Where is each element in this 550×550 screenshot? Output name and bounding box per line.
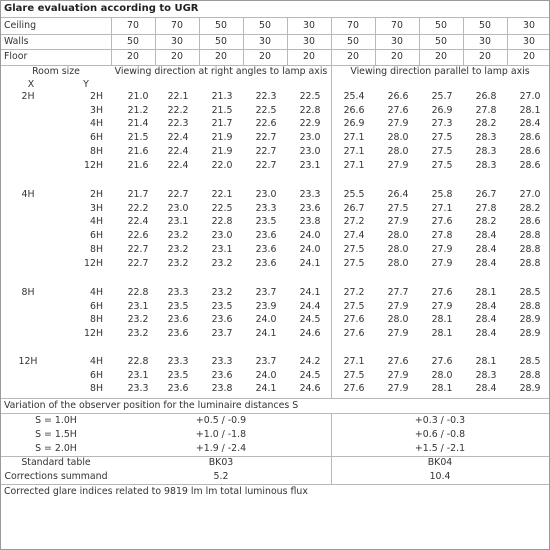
room-y-value: 6H <box>89 230 103 241</box>
variation-row-3 <box>1 443 549 457</box>
ugr-value-parallel: 27.9 <box>431 258 453 269</box>
ugr-value-right: 22.5 <box>299 91 321 102</box>
ugr-value-parallel: 27.0 <box>519 91 541 102</box>
ugr-value-parallel: 26.9 <box>431 105 453 116</box>
ugr-value-right: 22.6 <box>255 118 277 129</box>
ugr-value-right: 23.5 <box>211 301 233 312</box>
ugr-value-parallel: 27.5 <box>431 132 453 143</box>
ugr-value-right: 23.1 <box>299 160 321 171</box>
ugr-value-right: 22.4 <box>167 160 189 171</box>
ugr-value-parallel: 28.4 <box>475 314 497 325</box>
ugr-value-right: 21.0 <box>127 91 149 102</box>
ugr-value-right: 22.8 <box>211 216 233 227</box>
ugr-value-parallel: 28.4 <box>475 230 497 241</box>
ugr-value-right: 23.0 <box>211 230 233 241</box>
reflectance-value: 20 <box>127 51 139 62</box>
reflectance-value: 50 <box>215 20 227 31</box>
ugr-value-right: 22.0 <box>211 160 233 171</box>
ugr-value-right: 22.7 <box>255 132 277 143</box>
ugr-value-parallel: 27.5 <box>387 203 409 214</box>
ugr-value-right: 21.5 <box>127 132 149 143</box>
ugr-value-right: 22.2 <box>127 203 149 214</box>
y-label: Y <box>83 79 89 90</box>
variation-1-parallel: +0.3 / -0.3 <box>414 415 466 426</box>
ugr-value-parallel: 28.2 <box>475 216 497 227</box>
ugr-value-parallel: 25.8 <box>431 189 453 200</box>
ugr-value-parallel: 28.0 <box>431 370 453 381</box>
ugr-value-right: 23.1 <box>211 244 233 255</box>
ugr-value-right: 23.7 <box>255 356 277 367</box>
variation-1-right: +0.5 / -0.9 <box>195 415 247 426</box>
ugr-value-right: 23.6 <box>255 244 277 255</box>
room-y-value: 4H <box>89 216 103 227</box>
room-x-value: 4H <box>21 189 35 200</box>
ugr-value-parallel: 27.6 <box>387 105 409 116</box>
ugr-value-parallel: 27.9 <box>387 216 409 227</box>
room-x-value: 12H <box>18 356 38 367</box>
ugr-value-parallel: 27.5 <box>431 146 453 157</box>
ugr-value-parallel: 28.8 <box>519 301 541 312</box>
room-y-value: 2H <box>89 189 103 200</box>
ugr-value-right: 24.5 <box>299 370 321 381</box>
x-label: X <box>27 79 35 90</box>
ugr-value-parallel: 28.1 <box>431 328 453 339</box>
title-row <box>1 1 549 18</box>
ugr-value-parallel: 27.6 <box>387 356 409 367</box>
room-y-value: 4H <box>89 356 103 367</box>
ugr-value-right: 24.0 <box>255 314 277 325</box>
variation-3-right: +1.9 / -2.4 <box>195 443 247 454</box>
ugr-value-parallel: 28.1 <box>519 105 541 116</box>
ugr-value-parallel: 28.4 <box>475 301 497 312</box>
ugr-value-right: 22.9 <box>299 118 321 129</box>
ugr-value-parallel: 28.9 <box>519 328 541 339</box>
table-title: Glare evaluation according to UGR <box>4 3 199 14</box>
ugr-value-right: 22.5 <box>255 105 277 116</box>
variation-2-right: +1.0 / -1.8 <box>195 429 247 440</box>
reflectance-value: 50 <box>127 36 139 47</box>
reflectance-value: 30 <box>523 20 535 31</box>
corrections-parallel: 10.4 <box>429 471 451 482</box>
ugr-value-parallel: 27.6 <box>343 383 365 394</box>
reflectance-value: 20 <box>303 51 315 62</box>
ugr-value-parallel: 28.8 <box>519 258 541 269</box>
ugr-value-parallel: 28.3 <box>475 370 497 381</box>
ugr-value-right: 23.6 <box>255 230 277 241</box>
ugr-value-parallel: 28.6 <box>519 216 541 227</box>
ugr-value-parallel: 27.6 <box>343 314 365 325</box>
variation-row-1 <box>1 414 549 429</box>
room-y-value: 3H <box>89 203 103 214</box>
ugr-value-parallel: 27.2 <box>343 287 365 298</box>
ugr-value-right: 24.0 <box>255 370 277 381</box>
reflectance-value: 30 <box>171 36 183 47</box>
room-y-value: 8H <box>89 383 103 394</box>
reflectance-value: 20 <box>215 51 227 62</box>
variation-1-label: S = 1.0H <box>35 415 77 426</box>
ugr-value-right: 22.8 <box>299 105 321 116</box>
ugr-value-right: 24.1 <box>255 328 277 339</box>
ugr-value-parallel: 28.5 <box>519 287 541 298</box>
ugr-value-parallel: 27.1 <box>343 146 365 157</box>
ugr-value-right: 24.0 <box>299 230 321 241</box>
ugr-value-parallel: 25.4 <box>343 91 365 102</box>
ugr-value-right: 23.2 <box>167 230 189 241</box>
room-y-value: 2H <box>89 91 103 102</box>
ugr-value-parallel: 28.6 <box>519 160 541 171</box>
ceiling-label: Ceiling <box>4 20 37 31</box>
ugr-value-right: 23.8 <box>211 383 233 394</box>
ugr-value-right: 23.6 <box>211 314 233 325</box>
ugr-value-parallel: 28.3 <box>475 146 497 157</box>
variation-label: Variation of the observer position for the luminaire distances S <box>4 400 299 411</box>
walls-label: Walls <box>4 36 29 47</box>
standard-table-label: Standard table <box>21 457 91 468</box>
room-y-value: 4H <box>89 118 103 129</box>
ugr-value-right: 23.3 <box>211 356 233 367</box>
ugr-value-right: 21.7 <box>127 189 149 200</box>
right-angles-label: Viewing direction at right angles to lamp axis <box>114 66 328 77</box>
ugr-value-parallel: 27.1 <box>343 132 365 143</box>
ugr-value-right: 23.3 <box>167 287 189 298</box>
ugr-value-parallel: 28.4 <box>475 258 497 269</box>
ugr-value-right: 22.4 <box>167 132 189 143</box>
ugr-value-parallel: 28.8 <box>519 230 541 241</box>
ugr-value-right: 22.6 <box>127 230 149 241</box>
ugr-value-right: 22.3 <box>167 118 189 129</box>
ugr-value-right: 23.9 <box>255 301 277 312</box>
ugr-value-right: 24.1 <box>299 287 321 298</box>
ugr-value-parallel: 28.3 <box>475 160 497 171</box>
ugr-value-parallel: 27.9 <box>387 301 409 312</box>
ugr-value-right: 24.1 <box>299 258 321 269</box>
parallel-label: Viewing direction parallel to lamp axis <box>350 66 530 77</box>
ugr-value-parallel: 27.5 <box>343 258 365 269</box>
ugr-value-parallel: 27.4 <box>343 230 365 241</box>
ugr-value-parallel: 27.6 <box>431 216 453 227</box>
reflectance-value: 70 <box>171 20 183 31</box>
ugr-value-parallel: 28.5 <box>519 356 541 367</box>
reflectance-value: 50 <box>479 20 491 31</box>
ugr-value-parallel: 27.9 <box>387 118 409 129</box>
ugr-value-parallel: 27.9 <box>431 244 453 255</box>
ugr-value-parallel: 28.0 <box>387 244 409 255</box>
ugr-value-parallel: 26.9 <box>343 118 365 129</box>
ugr-value-right: 24.2 <box>299 356 321 367</box>
ugr-value-right: 22.7 <box>127 244 149 255</box>
ugr-value-right: 22.4 <box>167 146 189 157</box>
ugr-value-parallel: 26.8 <box>475 91 497 102</box>
ugr-value-right: 23.3 <box>299 189 321 200</box>
ugr-value-parallel: 28.0 <box>387 230 409 241</box>
ugr-value-right: 21.7 <box>211 118 233 129</box>
variation-2-label: S = 1.5H <box>35 429 77 440</box>
ugr-value-parallel: 27.5 <box>343 370 365 381</box>
ugr-value-right: 23.2 <box>127 314 149 325</box>
ugr-value-right: 23.1 <box>127 370 149 381</box>
variation-3-label: S = 2.0H <box>35 443 77 454</box>
ugr-value-right: 22.8 <box>127 356 149 367</box>
reflectance-value: 30 <box>523 36 535 47</box>
ugr-value-right: 22.5 <box>211 203 233 214</box>
ugr-value-right: 23.2 <box>167 244 189 255</box>
corrections-label: Corrections summand <box>4 471 108 482</box>
ugr-value-right: 23.3 <box>255 203 277 214</box>
footer-text: Corrected glare indices related to 9819 lm lm total luminous flux <box>4 486 308 497</box>
ugr-value-right: 23.5 <box>167 370 189 381</box>
standard-table-right: BK03 <box>208 457 234 468</box>
room-y-value: 4H <box>89 287 103 298</box>
variation-row-2 <box>1 429 549 443</box>
ugr-value-parallel: 28.1 <box>475 356 497 367</box>
ugr-value-parallel: 28.1 <box>431 383 453 394</box>
ugr-value-right: 23.6 <box>299 203 321 214</box>
room-y-value: 8H <box>89 244 103 255</box>
ugr-value-parallel: 26.6 <box>343 105 365 116</box>
variation-header-row <box>1 399 549 414</box>
ugr-value-parallel: 28.2 <box>475 118 497 129</box>
ugr-value-right: 23.2 <box>211 258 233 269</box>
ugr-value-right: 23.0 <box>299 132 321 143</box>
reflectance-value: 20 <box>523 51 535 62</box>
reflectance-value: 20 <box>171 51 183 62</box>
ugr-value-parallel: 28.3 <box>475 132 497 143</box>
ugr-value-parallel: 26.6 <box>387 91 409 102</box>
ugr-value-parallel: 27.6 <box>431 287 453 298</box>
ugr-value-parallel: 27.1 <box>343 160 365 171</box>
ugr-value-right: 22.7 <box>255 146 277 157</box>
ugr-value-parallel: 28.0 <box>387 132 409 143</box>
ugr-value-parallel: 28.4 <box>475 328 497 339</box>
reflectance-value: 50 <box>435 36 447 47</box>
ugr-value-parallel: 27.5 <box>343 301 365 312</box>
ugr-value-right: 22.8 <box>127 287 149 298</box>
ugr-value-right: 23.8 <box>299 216 321 227</box>
standard-table-row <box>1 457 549 471</box>
room-x-value: 2H <box>21 91 35 102</box>
ugr-value-right: 24.1 <box>255 383 277 394</box>
reflectance-value: 70 <box>391 20 403 31</box>
ugr-value-right: 21.9 <box>211 132 233 143</box>
ugr-value-right: 23.6 <box>167 328 189 339</box>
ugr-value-right: 23.7 <box>211 328 233 339</box>
ugr-value-parallel: 28.4 <box>475 244 497 255</box>
ugr-value-parallel: 27.6 <box>343 328 365 339</box>
ugr-value-right: 24.0 <box>299 244 321 255</box>
ugr-value-parallel: 27.9 <box>387 160 409 171</box>
ugr-value-parallel: 28.6 <box>519 146 541 157</box>
ugr-value-right: 22.4 <box>127 216 149 227</box>
ugr-value-parallel: 26.7 <box>475 189 497 200</box>
floor-label: Floor <box>4 51 28 62</box>
variation-2-parallel: +0.6 / -0.8 <box>414 429 466 440</box>
ugr-value-parallel: 25.7 <box>431 91 453 102</box>
ugr-value-parallel: 28.2 <box>519 203 541 214</box>
ugr-value-right: 22.7 <box>127 258 149 269</box>
ugr-value-right: 23.6 <box>255 258 277 269</box>
reflectance-value: 30 <box>391 36 403 47</box>
room-y-value: 8H <box>89 314 103 325</box>
ugr-value-parallel: 28.0 <box>387 258 409 269</box>
reflectance-value: 50 <box>259 20 271 31</box>
ugr-value-right: 23.0 <box>299 146 321 157</box>
corrections-right: 5.2 <box>213 471 229 482</box>
footer-row <box>1 485 549 549</box>
ugr-value-right: 23.3 <box>167 356 189 367</box>
ugr-value-parallel: 27.3 <box>431 118 453 129</box>
ugr-value-parallel: 26.7 <box>343 203 365 214</box>
reflectance-value: 30 <box>479 36 491 47</box>
reflectance-value: 50 <box>215 36 227 47</box>
reflectance-value: 20 <box>391 51 403 62</box>
ugr-value-parallel: 27.9 <box>387 328 409 339</box>
ugr-value-parallel: 27.1 <box>343 356 365 367</box>
reflectance-value: 30 <box>303 20 315 31</box>
room-y-value: 6H <box>89 132 103 143</box>
ugr-value-parallel: 28.9 <box>519 314 541 325</box>
ugr-value-parallel: 28.6 <box>519 132 541 143</box>
reflectance-value: 50 <box>347 36 359 47</box>
ugr-value-parallel: 27.9 <box>387 370 409 381</box>
ugr-value-right: 21.6 <box>127 160 149 171</box>
room-y-value: 6H <box>89 370 103 381</box>
room-y-value: 12H <box>84 328 103 339</box>
ugr-value-right: 22.1 <box>211 189 233 200</box>
reflectance-value: 70 <box>347 20 359 31</box>
ugr-value-parallel: 27.5 <box>431 160 453 171</box>
ugr-value-parallel: 27.1 <box>431 203 453 214</box>
ugr-value-parallel: 28.1 <box>431 314 453 325</box>
reflectance-value: 30 <box>303 36 315 47</box>
ugr-value-right: 21.9 <box>211 146 233 157</box>
ugr-value-right: 22.3 <box>255 91 277 102</box>
ugr-value-parallel: 28.8 <box>519 244 541 255</box>
variation-3-parallel: +1.5 / -2.1 <box>414 443 466 454</box>
ugr-value-parallel: 28.9 <box>519 383 541 394</box>
ugr-value-right: 23.2 <box>167 258 189 269</box>
ugr-value-right: 23.2 <box>127 328 149 339</box>
ugr-value-right: 21.6 <box>127 146 149 157</box>
room-size-label: Room size <box>32 66 80 77</box>
ugr-value-right: 24.6 <box>299 383 321 394</box>
ugr-value-parallel: 28.8 <box>519 370 541 381</box>
ugr-value-parallel: 27.8 <box>475 203 497 214</box>
ugr-value-right: 21.5 <box>211 105 233 116</box>
ugr-value-parallel: 26.4 <box>387 189 409 200</box>
ugr-value-parallel: 27.5 <box>343 244 365 255</box>
reflectance-value: 20 <box>479 51 491 62</box>
ugr-value-right: 21.2 <box>127 105 149 116</box>
ugr-value-right: 23.3 <box>127 383 149 394</box>
ugr-value-right: 23.0 <box>167 203 189 214</box>
reflectance-value: 30 <box>259 36 271 47</box>
ugr-value-right: 23.2 <box>211 287 233 298</box>
ugr-value-right: 23.7 <box>255 287 277 298</box>
room-x-value: 8H <box>21 287 35 298</box>
reflectance-value: 70 <box>127 20 139 31</box>
ugr-value-parallel: 27.0 <box>519 189 541 200</box>
ugr-value-parallel: 27.6 <box>431 356 453 367</box>
ugr-value-right: 24.4 <box>299 301 321 312</box>
ugr-value-right: 21.3 <box>211 91 233 102</box>
ugr-value-right: 21.4 <box>127 118 149 129</box>
ugr-value-parallel: 27.9 <box>431 301 453 312</box>
reflectance-value: 50 <box>435 20 447 31</box>
ugr-value-parallel: 28.4 <box>519 118 541 129</box>
ugr-value-parallel: 27.7 <box>387 287 409 298</box>
ugr-value-right: 23.5 <box>167 301 189 312</box>
ugr-value-right: 23.5 <box>255 216 277 227</box>
room-y-value: 6H <box>89 301 103 312</box>
room-y-value: 3H <box>89 105 103 116</box>
ugr-value-parallel: 27.9 <box>387 383 409 394</box>
ugr-value-right: 22.7 <box>167 189 189 200</box>
ugr-value-right: 23.6 <box>167 314 189 325</box>
ugr-value-parallel: 27.8 <box>475 105 497 116</box>
ugr-value-right: 23.1 <box>167 216 189 227</box>
divider-middle <box>331 18 332 399</box>
ugr-value-parallel: 27.8 <box>431 230 453 241</box>
corrections-row <box>1 471 549 485</box>
ugr-value-right: 23.6 <box>211 370 233 381</box>
ugr-value-parallel: 28.0 <box>387 314 409 325</box>
reflectance-value: 20 <box>259 51 271 62</box>
divider-middle-lower <box>331 414 332 485</box>
ugr-value-right: 23.6 <box>167 383 189 394</box>
ugr-value-right: 23.1 <box>127 301 149 312</box>
ugr-value-parallel: 27.2 <box>343 216 365 227</box>
ugr-value-right: 24.6 <box>299 328 321 339</box>
ugr-value-right: 22.1 <box>167 91 189 102</box>
ugr-value-parallel: 28.4 <box>475 383 497 394</box>
room-y-value: 8H <box>89 146 103 157</box>
ugr-value-right: 22.7 <box>255 160 277 171</box>
ugr-value-right: 22.2 <box>167 105 189 116</box>
reflectance-value: 20 <box>435 51 447 62</box>
ugr-value-parallel: 25.5 <box>343 189 365 200</box>
ugr-value-right: 23.0 <box>255 189 277 200</box>
ugr-value-parallel: 28.0 <box>387 146 409 157</box>
reflectance-value: 20 <box>347 51 359 62</box>
ugr-value-right: 24.5 <box>299 314 321 325</box>
standard-table-parallel: BK04 <box>427 457 453 468</box>
ugr-value-parallel: 28.1 <box>475 287 497 298</box>
room-y-value: 12H <box>84 160 103 171</box>
room-y-value: 12H <box>84 258 103 269</box>
